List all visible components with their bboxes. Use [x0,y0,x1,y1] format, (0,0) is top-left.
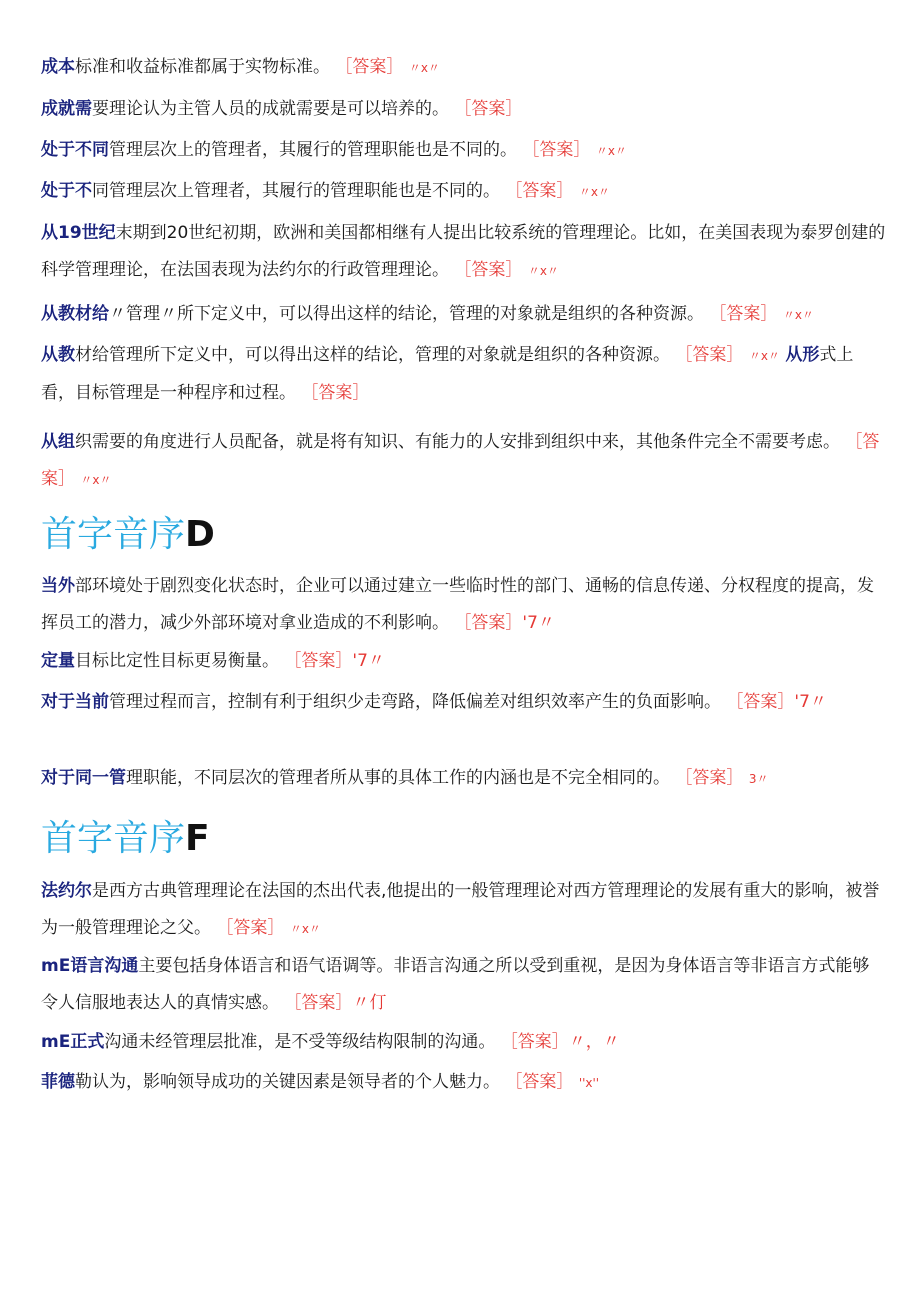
question-text: 理职能，不同层次的管理者所从事的具体工作的内涵也是不完全相同的。 [126,768,670,788]
answer-label: ［答案］ [454,260,523,280]
question-item [41,760,886,798]
question-text: 目标比定性目标更易衡量。 [75,651,279,671]
question-keyword: 从教 [41,345,75,365]
answer-label: ［答案］〃，〃 [500,1032,620,1052]
answer-mark: 〃x〃 [527,264,559,278]
question-item [41,1024,886,1061]
question-text: 要理论认为主管人员的成就需要是可以培养的。 [92,99,449,119]
answer-label: ［答案］ [41,432,880,489]
answer-mark: 〃x〃 [748,349,780,363]
question-keyword: 处于不同 [41,140,109,160]
answer-label: ［答案］ [675,768,744,788]
question-text: 材给管理所下定义中，可以得出这样的结论，管理的对象就是组织的各种资源。 [75,345,670,365]
answer-mark: 〃x〃 [595,144,627,158]
section-heading-d [41,513,215,557]
question-item [41,684,886,721]
question-text: 主要包括身体语言和语气语调等。非语言沟通之所以受到重视，是因为身体语言等非语言方式能够令人信服地表达人的真情实感。 [41,956,870,1013]
question-keyword: 成就需 [41,99,92,119]
question-text: 标准和收益标准都属于实物标准。 [75,57,330,77]
question-keyword: 定量 [41,651,75,671]
answer-label: ［答案］ [505,181,574,201]
question-item [41,873,886,948]
answer-mark: 〃x〃 [289,922,321,936]
question-keyword: mE正式 [41,1032,105,1052]
answer-label: ［答案］〃仃 [284,993,387,1013]
answer-mark: ''x'' [578,1076,600,1090]
section-heading-f [41,817,210,861]
question-text: 勒认为，影响领导成功的关键因素是领导者的个人魅力。 [75,1072,500,1092]
answer-label: ［答案］ [522,140,591,160]
answer-label: ［答案］ [454,99,523,119]
question-item [41,948,886,1022]
answer-mark: 〃x〃 [578,185,610,199]
question-text: 〃管理〃所下定义中，可以得出这样的结论，管理的对象就是组织的各种资源。 [109,304,704,324]
answer-mark: 〃x〃 [408,61,440,75]
question-text: 部环境处于剧烈变化状态时，企业可以通过建立一些临时性的部门、通畅的信息传递、分权程度的提高，发挥员工的潜力，减少外部环境对拿业造成的不利影响。 [41,576,874,633]
question-item [41,424,886,499]
answer-label: ［答案］ [301,383,370,403]
question-keyword: 处于不 [41,181,92,201]
answer-label: ［答案］ [505,1072,574,1092]
question-keyword: 从形 [785,345,820,365]
question-keyword: mE语言沟通 [41,956,139,976]
section-letter: D [185,514,215,555]
question-keyword: 当外 [41,576,75,596]
question-text: 是西方古典管理理论在法国的杰出代表,他提出的一般管理理论对西方管理理论的发展有重大的影响，被誉为一般管理理论之父。 [41,881,880,938]
answer-label: ［答案］ [675,345,744,365]
section-letter: F [185,818,210,859]
answer-mark: 〃x〃 [80,473,112,487]
answer-label: ［答案］ [709,304,778,324]
question-keyword: 对于同一管 [41,768,126,788]
answer-label: ［答案］'7〃 [454,613,555,633]
question-keyword: 成本 [41,57,75,77]
question-item [41,337,886,412]
question-keyword: 对于当前 [41,692,109,712]
question-item [41,132,886,170]
section-title: 首字音序 [41,514,186,555]
question-item [41,296,886,334]
answer-mark: 3〃 [748,772,769,786]
question-item [41,643,886,680]
question-text: 管理过程而言，控制有利于组织少走弯路，降低偏差对组织效率产生的负面影响。 [109,692,721,712]
question-text: 管理层次上的管理者，其履行的管理职能也是不同的。 [109,140,517,160]
question-keyword: 法约尔 [41,881,92,901]
answer-label: ［答案］ [216,918,285,938]
question-keyword: 菲德 [41,1072,75,1092]
question-keyword: 从19世纪 [41,223,116,243]
question-text: 式上看，目标管理是一种程序和过程。 [41,345,854,403]
answer-label: ［答案］ [335,57,404,77]
answer-label: ［答案］'7〃 [284,651,385,671]
question-item [41,49,886,87]
question-keyword: 从组 [41,432,75,452]
question-text: 织需要的角度进行人员配备，就是将有知识、有能力的人安排到组织中来，其他条件完全不需要考虑。 [75,432,840,452]
question-item [41,1064,886,1102]
question-keyword: 从教材给 [41,304,109,324]
question-text: 沟通未经管理层批准，是不受等级结构限制的沟通。 [104,1032,496,1052]
section-title: 首字音序 [41,818,186,859]
question-item [41,215,886,290]
question-item [41,568,886,642]
question-text: 末期到20世纪初期，欧洲和美国都相继有人提出比较系统的管理理论。比如，在美国表现为泰罗创建的科学管理理论，在法国表现为法约尔的行政管理理论。 [41,223,886,280]
question-item [41,173,886,211]
question-item [41,91,886,128]
answer-mark: 〃x〃 [782,308,814,322]
question-text: 同管理层次上管理者，其履行的管理职能也是不同的。 [92,181,500,201]
answer-label: ［答案］'7〃 [726,692,827,712]
